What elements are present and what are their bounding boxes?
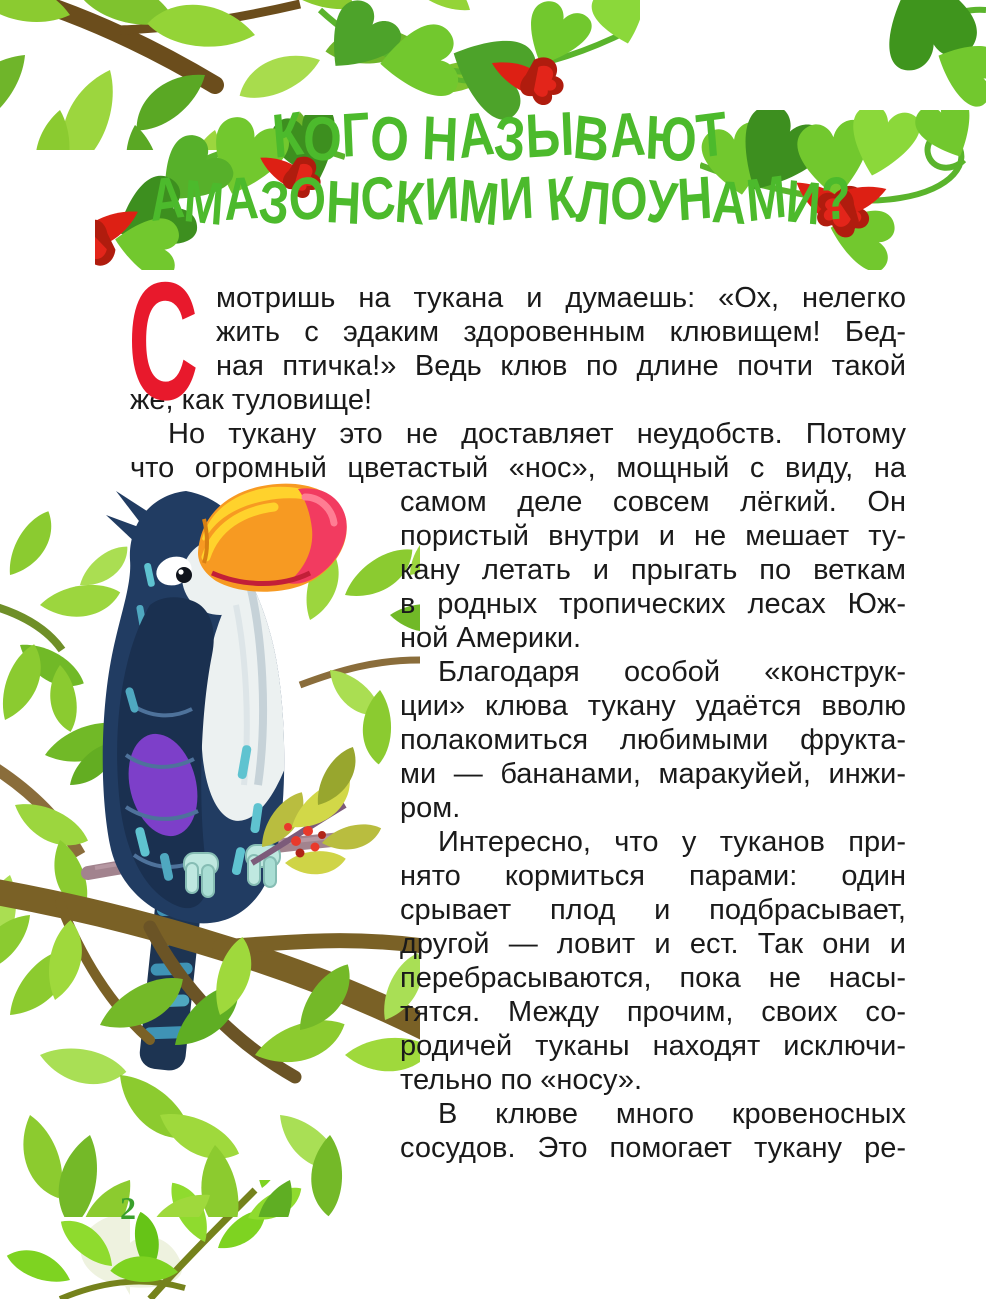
- text-line: пористый внутри и не мешает ту-: [400, 520, 906, 552]
- text-line: же, как туловище!: [130, 384, 373, 416]
- title-letter: А: [455, 98, 497, 173]
- text-line: сосудов. Это помогает тукану ре-: [400, 1132, 906, 1164]
- paragraph-2: [130, 417, 906, 485]
- text-line: другой — ловит и ест. Так они и: [400, 928, 906, 960]
- text-line: кану летать и прыгать по веткам: [400, 554, 906, 586]
- page-title: [50, 98, 950, 239]
- dropcap-box: [128, 247, 216, 435]
- body-text: [128, 247, 906, 1165]
- title-letter: Н: [421, 103, 460, 176]
- text-line: В клюве много кровеносных: [438, 1098, 906, 1130]
- title-letter: А: [146, 162, 187, 235]
- text-line: самом деле совсем лёгкий. Он: [400, 486, 906, 518]
- corner-leaf-decoration: [860, 0, 986, 110]
- title-letter: Т: [693, 99, 730, 172]
- dropcap-letter: С: [128, 247, 199, 435]
- text-line: нято кормиться парами: один: [400, 860, 906, 892]
- title-letter: А: [222, 163, 261, 234]
- text-line: Но тукану это не доставляет неудобств. Потому: [168, 418, 906, 450]
- title-letter: З: [255, 167, 292, 238]
- title-line-2: [140, 162, 860, 239]
- title-letter: О: [608, 163, 649, 234]
- text-line: Интересно, что у туканов при-: [438, 826, 906, 858]
- text-line: ми — бананами, маракуйей, инжи-: [400, 758, 906, 790]
- title-letter: М: [456, 166, 502, 239]
- title-letter: Ы: [523, 99, 576, 172]
- title-letter: К: [544, 163, 579, 234]
- text-line: ром.: [400, 792, 461, 824]
- text-line: перебрасываются, пока не насы-: [400, 962, 906, 994]
- text-line: ции» клюва тукану удаётся вволю: [400, 690, 906, 722]
- title-letter: М: [181, 166, 227, 239]
- title-letter: О: [367, 102, 412, 177]
- title-letter: А: [710, 167, 749, 238]
- title-letter: З: [491, 103, 528, 176]
- text-line: родичей туканы находят исключи-: [400, 1030, 906, 1062]
- title-letter: Ю: [643, 103, 698, 176]
- text-line: в родных тропических лесах Юж-: [400, 588, 906, 620]
- text-line: полакомиться любимыми фрукта-: [400, 724, 906, 756]
- text-line: ной Америки.: [400, 622, 582, 654]
- title-letter: У: [644, 167, 680, 238]
- text-line: срывает плод и подбрасывает,: [400, 894, 906, 926]
- title-letter: А: [607, 99, 648, 172]
- title-letter: В: [570, 102, 613, 177]
- title-letter: О: [300, 103, 345, 176]
- title-letter: И: [784, 167, 824, 238]
- title-letter: К: [270, 99, 306, 172]
- title-letter: Н: [675, 163, 714, 234]
- text-line: Благодаря особой «конструк-: [438, 656, 906, 688]
- title-letter: М: [743, 162, 790, 235]
- title-letter: И: [497, 163, 536, 234]
- title-letter: Г: [340, 100, 372, 171]
- page-number: 2: [120, 1190, 136, 1226]
- title-line-1: [140, 98, 860, 177]
- title-letter: С: [357, 162, 399, 235]
- text-line: мотришь на тукана и думаешь: «Ох, нелегко: [216, 282, 906, 314]
- text-column: [400, 485, 906, 1165]
- title-letter: Л: [574, 167, 613, 238]
- text-line: жить с эдаким здоровенным клювищем! Бед-: [216, 316, 906, 348]
- text-line: тельно по «носу».: [400, 1064, 643, 1096]
- text-line: тятся. Между прочим, своих со-: [400, 996, 906, 1028]
- text-line: что огромный цветастый «нос», мощный с виду, на: [130, 452, 906, 484]
- title-letter: Н: [324, 167, 363, 238]
- title-letter: ?: [819, 164, 852, 233]
- title-letter: К: [393, 167, 428, 238]
- title-letter: И: [423, 163, 461, 234]
- title-letter: О: [286, 163, 328, 234]
- text-line: ная птичка!» Ведь клюв по длине почти такой: [216, 350, 906, 382]
